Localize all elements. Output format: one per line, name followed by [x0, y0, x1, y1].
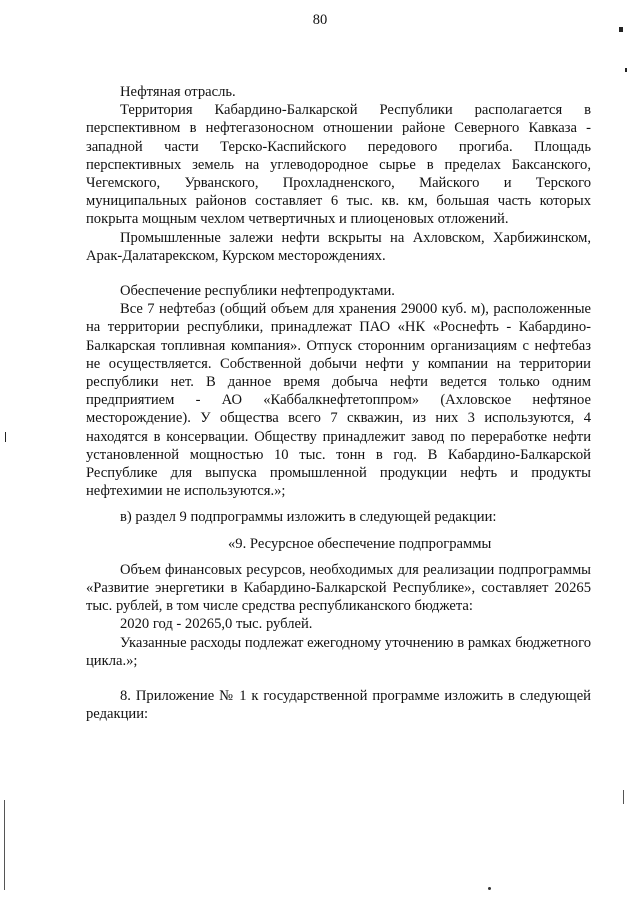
paragraph-financing: Объем финансовых ресурсов, необходимых для реализации подпрограммы «Развитие энергетики в Кабардино-Балкарской Республике», составляет 20265 тыс. рублей, в том числе средства республиканского бюджета: — [86, 561, 591, 615]
scan-mark-right-bottom — [623, 790, 624, 804]
paragraph-2020-amount: 2020 год - 20265,0 тыс. рублей. — [120, 616, 313, 633]
paragraph-territory: Территория Кабардино-Балкарской Республики располагается в перспективном в нефтегазоносном отношении районе Северного Кавказа - западной части Терско-Каспийского передового прогиба. Площадь перспективных земель на углеводородное сырье в пределах Баксанского, Чегемского, Урванского, Прохладненского, Майского и Терского муниципальных районов составляет 6 тыс. кв. км, большая часть которых покрыта мощным чехлом четвертичных и плиоценовых отложений. — [86, 102, 591, 228]
paragraph-appendix-1: 8. Приложение № 1 к государственной программе изложить в следующей редакции: — [86, 688, 591, 723]
scan-mark-left-bottom — [4, 800, 5, 890]
scan-mark-right — [625, 68, 627, 72]
section-heading-supply: Обеспечение республики нефтепродуктами. — [120, 283, 395, 300]
paragraph-deposits: Промышленные залежи нефти вскрыты на Ахловском, Харбижинском, Арак-Далатарекском, Курском месторождениях. — [86, 229, 591, 264]
paragraph-oil-depots: Все 7 нефтебаз (общий объем для хранения 29000 куб. м), расположенные на территории республики, принадлежат ПАО «НК «Роснефть - Кабардино-Балкарская топливная компания». Отпуск сторонним организациям с нефтебаз не осуществляется. Собственной добычи нефти у компании на территории республики нет. В данное время добыча нефти ведется только одним предприятием - АО «Каббалкнефтетоппром» (Ахловское нефтяное месторождение). У общества всего 7 скважин, из них 3 используются, 4 находятся в консервации. Обществу принадлежит завод по переработке нефти установленной мощностью 10 тыс. тонн в год. В Кабардино-Балкарской Республике для выпуска промышленной продукции нефть и продукты нефтехимии не используются.»; — [86, 301, 591, 500]
scan-mark-top-right — [619, 27, 623, 32]
scan-mark-left — [5, 432, 6, 442]
section-9-title: «9. Ресурсное обеспечение подпрограммы — [228, 535, 492, 552]
scan-dot-bottom — [488, 887, 491, 890]
page-number: 80 — [312, 12, 328, 28]
section-heading-oil-industry: Нефтяная отрасль. — [120, 84, 236, 100]
paragraph-section-9-instruction: в) раздел 9 подпрограммы изложить в следующей редакции: — [120, 509, 497, 526]
paragraph-expenses-note: Указанные расходы подлежат ежегодному уточнению в рамках бюджетного цикла.»; — [86, 634, 591, 669]
document-body — [86, 83, 591, 724]
